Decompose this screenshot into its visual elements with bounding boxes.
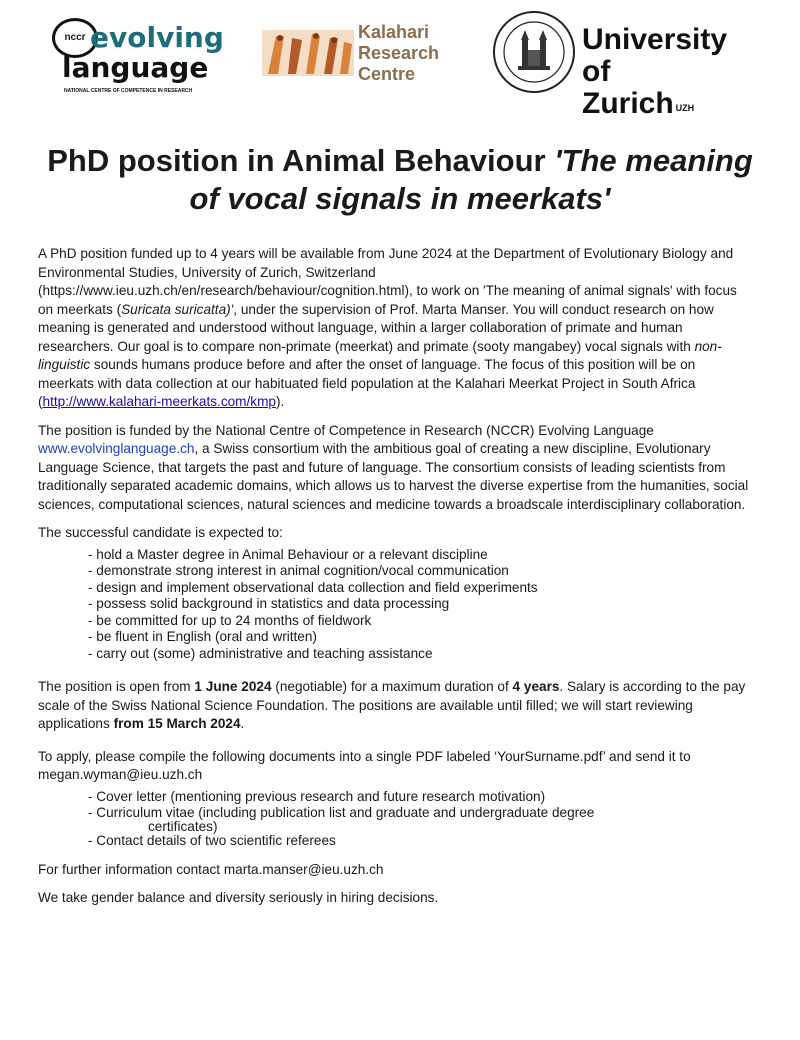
funding-text-b: , a Swiss consortium with the ambitious goal of creating a new discipline, Evolutionary Language Science, that targets the past and future of language. The consortium consists of leading scientists from traditionally separated academic domains, which allows us to harvest the diverse expertise from the humanities, social sciences, computational sciences, natural sciences and medicine towards a broadscale interdisciplinary collaboration.: [38, 441, 749, 512]
nccr-word-language: language: [62, 51, 209, 84]
terms-text-a: The position is open from: [38, 679, 195, 694]
list-item: - demonstrate strong interest in animal cognition/vocal communication: [88, 563, 509, 578]
list-item: - design and implement observational data collection and field experiments: [88, 579, 538, 595]
uzh-seal-icon: [492, 10, 576, 94]
diversity-statement: We take gender balance and diversity seriously in hiring decisions.: [38, 890, 439, 905]
terms-text-d: .: [240, 716, 245, 731]
uzh-superscript: UZH: [675, 103, 695, 113]
nccr-badge: nccr: [52, 18, 98, 58]
terms-text-b: (negotiable) for a maximum duration of: [271, 679, 513, 694]
list-item: - hold a Master degree in Animal Behaviour or a relevant discipline: [88, 546, 488, 562]
uzh-line-2: [582, 88, 762, 120]
list-item: - possess solid background in statistics and data processing: [88, 596, 450, 611]
kalahari-line-2: Research: [358, 43, 440, 63]
duration: 4 years: [512, 679, 560, 694]
list-item: - carry out (some) administrative and teaching assistance: [88, 645, 433, 661]
intro-text-b: , under the supervision of Prof. Marta Manser. You will conduct research on how meaning is generated and understood without language, within a larger collaboration of primate and human researchers. Our goal is to compare non-primate (meerkat) and primate (sooty mangabey) vocal signals with: [38, 301, 714, 354]
title-prefix: PhD position in Animal Behaviour: [47, 143, 555, 178]
intro-text-d: ).: [275, 394, 285, 409]
list-item: [88, 805, 750, 833]
list-item: - Cover letter (mentioning previous research and future research motivation): [88, 788, 546, 804]
funding-text-a: The position is funded by the National Centre of Competence in Research (NCCR) Evolving Language: [38, 422, 654, 438]
terms-paragraph: [38, 678, 750, 734]
evolvinglanguage-link[interactable]: www.evolvinglanguage.ch: [38, 441, 195, 456]
nccr-word-evolving: evolving: [90, 21, 224, 54]
logo-header: [0, 0, 800, 120]
page-title: [40, 142, 760, 218]
document-body: [38, 245, 750, 918]
title-italic: 'The meaning of vocal signals in meerkats': [189, 143, 753, 216]
list-item: - Contact details of two scientific referees: [88, 832, 336, 848]
nccr-evolving-language-logo: [48, 14, 224, 94]
non-linguistic-term: non-linguistic: [38, 338, 722, 372]
uzh-logo: [492, 10, 762, 120]
candidate-lead: The successful candidate is expected to:: [38, 525, 283, 540]
list-item: - be committed for up to 24 months of fieldwork: [88, 612, 372, 628]
intro-text-a: A PhD position funded up to 4 years will be available from June 2024 at the Department of Evolutionary Biology and Environmental Studies, University of Zurich, Switzerland (https://www.ieu.uzh.ch/en/research/behaviour/cognition.html), to work on 'The meaning of animal signals' with focus on meerkats (: [38, 246, 737, 317]
intro-text-c: sounds humans produce before and after the onset of language. The focus of this position will be on meerkats with data collection at our habituated field population at the Kalahari Meerkat Project in South Africa (: [38, 357, 696, 409]
contact-line: For further information contact marta.manser@ieu.uzh.ch: [38, 861, 384, 877]
review-date: from 15 March 2024: [113, 716, 241, 731]
kalahari-line-1: Kalahari: [358, 22, 430, 42]
kalahari-wordmark: [358, 22, 439, 85]
uzh-wordmark: [582, 24, 762, 120]
documents-list: [38, 789, 750, 849]
kalahari-meerkats-link[interactable]: http://www.kalahari-meerkats.com/kmp: [42, 394, 276, 409]
species-name: Suricata suricatta)': [121, 301, 234, 317]
cv-text: - Curriculum vitae (including publication list and graduate and undergraduate degree: [88, 804, 595, 820]
uzh-zurich: Zurich: [582, 87, 674, 120]
kalahari-line-3: Centre: [358, 64, 416, 84]
uzh-line-1: University of: [582, 23, 728, 88]
kalahari-meerkat-icon: [262, 26, 356, 80]
cv-continuation: certificates): [148, 818, 218, 834]
list-item: - be fluent in English (oral and written): [88, 629, 317, 644]
requirements-list: [38, 547, 750, 663]
nccr-subtitle: NATIONAL CENTRE OF COMPETENCE IN RESEARCH: [64, 88, 193, 94]
intro-paragraph: [38, 245, 750, 412]
apply-lead: To apply, please compile the following documents into a single PDF labeled ‘YourSurname.pdf’ and send it to megan.wyman@ieu.uzh.ch: [38, 748, 691, 782]
funding-paragraph: [38, 422, 750, 515]
kalahari-logo: [262, 18, 462, 88]
terms-text-c: . Salary is according to the pay scale of the Swiss National Science Foundation. The positions are available until filled; we will start reviewing applications: [38, 679, 746, 731]
start-date: 1 June 2024: [194, 679, 272, 694]
